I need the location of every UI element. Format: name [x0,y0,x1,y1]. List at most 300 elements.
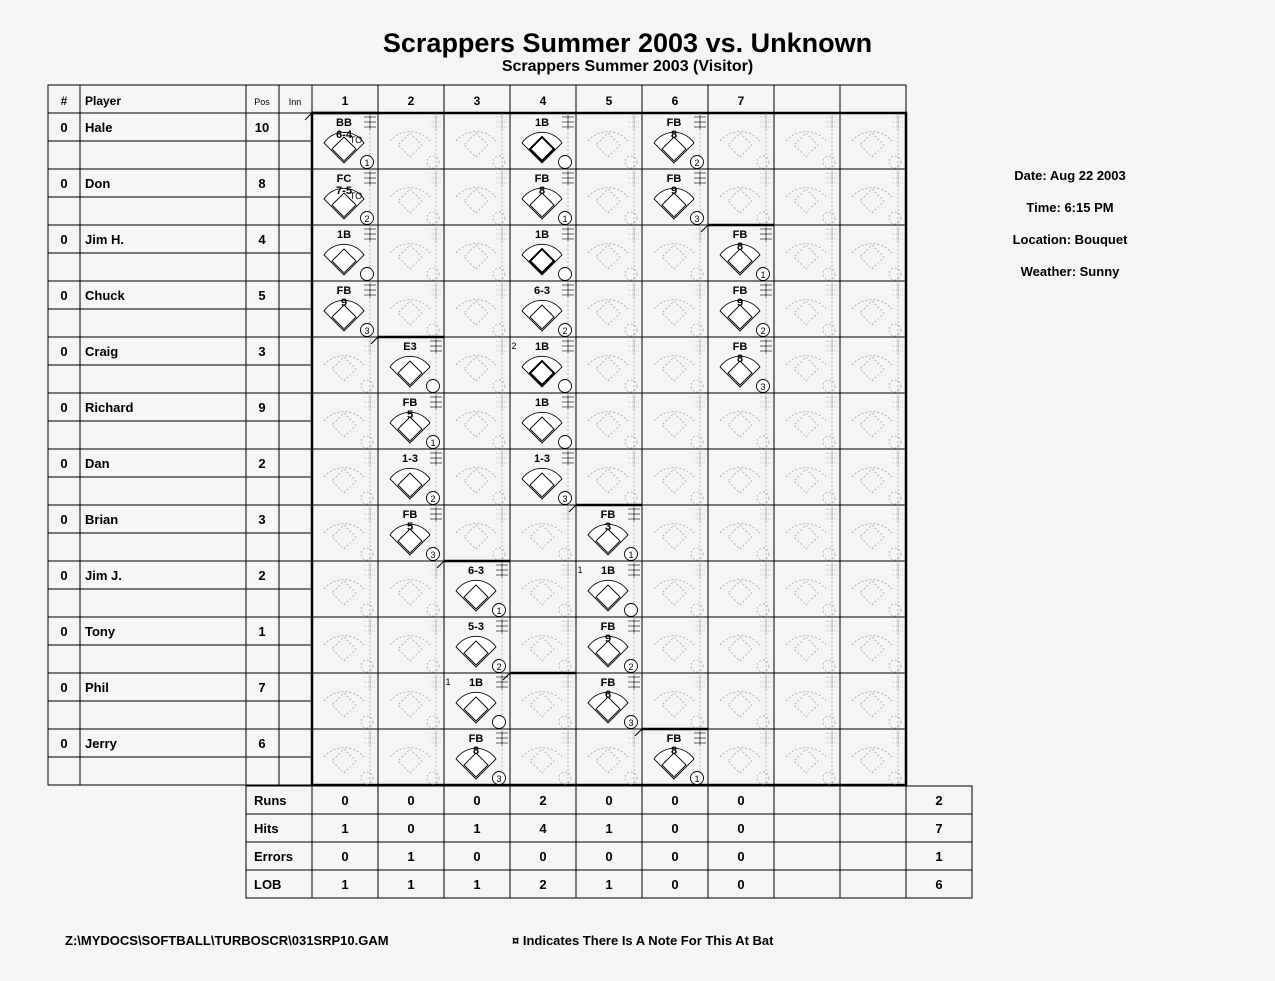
base-diamond [794,245,818,269]
out-circle [427,604,439,616]
out-circle [757,772,769,784]
base-diamond [794,749,818,773]
base-diamond [596,749,620,773]
at-bat-result: 6-3 [534,285,550,297]
out-circle [889,772,901,784]
totals-value: 4 [539,821,547,836]
base-diamond [794,301,818,325]
out-circle [427,660,439,672]
out-circle [493,436,505,448]
out-circle [757,548,769,560]
player-position: 5 [258,288,266,303]
out-circle [691,436,703,448]
base-diamond [332,581,356,605]
out-circle [493,548,505,560]
out-circle [889,156,901,168]
player-number: 0 [60,456,68,471]
out-circle [757,436,769,448]
base-diamond [464,413,488,437]
out-circle [427,380,440,393]
base-diamond [464,525,488,549]
at-bat-cell [390,617,442,673]
at-bat-cell [654,113,706,169]
out-number: 1 [562,214,568,224]
base-diamond [398,301,422,325]
base-diamond [332,749,356,773]
at-bat-cell [720,673,772,729]
totals-value: 0 [407,821,415,836]
totals-value: 0 [539,849,547,864]
totals-value: 0 [671,821,679,836]
player-position: 7 [258,680,266,695]
out-number: 3 [496,774,502,784]
player-number: 0 [60,512,68,527]
at-bat-result: E3 [403,341,417,353]
base-diamond [398,749,422,773]
at-bat-cell [522,169,574,225]
base-diamond [860,749,884,773]
at-bat-cell [654,729,706,785]
base-diamond [398,637,422,661]
at-bat-cell [522,393,574,449]
inning-start-tick [437,561,444,568]
player-name: Jim J. [85,568,122,583]
base-diamond [860,693,884,717]
at-bat-note: TO [349,191,363,201]
at-bat-cell [588,505,640,561]
out-circle [757,660,769,672]
at-bat-detail: 8 [670,745,678,757]
at-bat-cell [390,281,442,337]
at-bat-result: FB [666,117,682,129]
header-pos: Pos [254,97,270,107]
at-bat-cell [522,561,574,617]
at-bat-cell [390,729,442,785]
out-circle [625,380,637,392]
out-circle [889,492,901,504]
base-diamond [662,637,686,661]
at-bat-result: 5-3 [468,621,484,633]
at-bat-cell [588,393,640,449]
base-diamond [464,469,488,493]
at-bat-result: FB [336,285,352,297]
out-circle [427,772,439,784]
out-circle [361,604,373,616]
base-diamond [860,133,884,157]
at-bat-cell [588,449,640,505]
at-bat-result: FB [468,733,484,745]
out-circle [559,548,571,560]
out-circle [493,380,505,392]
inning-header-2: 2 [407,94,415,108]
out-circle [625,324,637,336]
base-diamond [398,693,422,717]
out-circle [691,268,703,280]
out-circle [823,604,835,616]
base-diamond [596,245,620,269]
player-name: Hale [85,120,113,135]
base-diamond [332,525,356,549]
out-circle [823,548,835,560]
totals-value: 0 [671,793,679,808]
player-number: 0 [60,344,68,359]
at-bat-cell [522,225,574,281]
out-circle [691,660,703,672]
at-bat-cell [852,281,904,337]
inning-start-tick [635,729,642,736]
player-position: 10 [254,120,270,135]
base-diamond [596,357,620,381]
inning-header-5: 5 [605,94,613,108]
at-bat-cell [654,561,706,617]
at-bat-detail: 7-5 [336,185,352,197]
out-circle [823,268,835,280]
player-name: Chuck [85,288,125,303]
at-bat-cell [588,337,640,393]
at-bat-cell [324,449,376,505]
player-name: Craig [85,344,119,359]
at-bat-cell [522,449,574,505]
base-diamond [530,693,554,717]
base-diamond [860,469,884,493]
out-circle [757,604,769,616]
at-bat-cell [390,113,442,169]
base-diamond [332,693,356,717]
base-diamond [662,413,686,437]
at-bat-cell [786,225,838,281]
game-weather: Weather: Sunny [1020,264,1120,279]
out-circle [889,436,901,448]
out-circle [823,156,835,168]
base-diamond [530,581,554,605]
at-bat-result: FB [600,509,616,521]
at-bat-result: 1B [468,677,484,689]
out-circle [493,268,505,280]
at-bat-cell [852,113,904,169]
out-circle [625,772,637,784]
out-circle [361,660,373,672]
at-bat-cell [786,113,838,169]
totals-value: 0 [473,793,481,808]
at-bat-result: FB [402,397,418,409]
base-diamond [662,525,686,549]
totals-value: 0 [671,849,679,864]
base-diamond [860,413,884,437]
inning-header-3: 3 [473,94,481,108]
at-bat-result: 1B [534,117,550,129]
base-diamond [596,301,620,325]
header-num: # [60,94,68,108]
team-subtitle: Scrappers Summer 2003 (Visitor) [501,58,754,75]
player-position: 8 [258,176,266,191]
at-bat-result: FB [732,229,748,241]
base-diamond [596,133,620,157]
player-position: 4 [258,232,266,247]
at-bat-cell [720,337,772,393]
base-diamond [860,637,884,661]
totals-value: 1 [473,821,481,836]
base-diamond [794,133,818,157]
player-name: Phil [85,680,109,695]
base-diamond [332,357,356,381]
out-circle [691,548,703,560]
at-bat-detail: 9 [604,633,612,645]
runs-tally: 1 [577,565,583,575]
base-diamond [464,357,488,381]
out-circle [889,268,901,280]
base-diamond [860,245,884,269]
at-bat-cell [720,113,772,169]
inning-start-tick [569,505,576,512]
base-diamond [596,189,620,213]
totals-label: Runs [254,793,287,808]
at-bat-cell [786,169,838,225]
totals-value: 0 [737,877,745,892]
at-bat-cell [654,225,706,281]
at-bat-detail: 6 [604,689,612,701]
base-diamond [860,189,884,213]
base-diamond [728,413,752,437]
out-circle [361,492,373,504]
out-circle [691,324,703,336]
out-circle [823,212,835,224]
out-circle [889,716,901,728]
at-bat-cell [654,169,706,225]
out-circle [823,380,835,392]
player-position: 1 [258,624,266,639]
base-diamond [794,413,818,437]
totals-value: 1 [341,821,349,836]
player-number: 0 [60,736,68,751]
base-diamond [530,749,554,773]
at-bat-cell [324,729,376,785]
base-diamond [332,637,356,661]
out-circle [823,492,835,504]
out-number: 2 [760,326,766,336]
out-number: 3 [628,718,634,728]
runs-tally: 1 [445,677,451,687]
at-bat-cell [654,505,706,561]
out-circle [757,716,769,728]
totals-label: Hits [254,821,279,836]
base-diamond [860,581,884,605]
out-circle [823,436,835,448]
out-circle [625,436,637,448]
at-bat-detail: 8 [736,241,744,253]
game-date: Date: Aug 22 2003 [1014,168,1126,183]
out-circle [823,660,835,672]
out-circle [889,324,901,336]
out-circle [361,268,374,281]
out-circle [691,492,703,504]
totals-value: 0 [473,849,481,864]
at-bat-cell [456,281,508,337]
totals-value: 0 [671,877,679,892]
inning-header-6: 6 [671,94,679,108]
player-position: 9 [258,400,266,415]
out-circle [361,436,373,448]
at-bat-result: 1-3 [534,453,550,465]
base-diamond [662,301,686,325]
at-bat-cell [852,225,904,281]
player-name: Jerry [85,736,117,751]
at-bat-cell [456,561,508,617]
at-bat-cell [720,169,772,225]
base-diamond [794,525,818,549]
out-circle [493,156,505,168]
at-bat-cell [852,169,904,225]
at-bat-cell [720,505,772,561]
at-bat-detail: 8 [670,129,678,141]
base-diamond [530,525,554,549]
at-bat-cell [456,449,508,505]
player-position: 2 [258,456,266,471]
totals-value: 0 [407,793,415,808]
base-diamond [860,357,884,381]
totals-value: 0 [605,849,613,864]
out-circle [559,380,572,393]
at-bat-cell [852,449,904,505]
totals-value: 0 [737,821,745,836]
at-bat-result: 6-3 [468,565,484,577]
at-bat-cell [588,169,640,225]
at-bat-cell [456,393,508,449]
at-bat-cell [522,505,574,561]
base-diamond [596,469,620,493]
base-diamond [728,581,752,605]
base-diamond [464,301,488,325]
totals-value: 1 [605,877,613,892]
at-bat-cell [588,729,640,785]
at-bat-result: 1-3 [402,453,418,465]
player-number: 0 [60,120,68,135]
out-circle [757,212,769,224]
out-circle [427,212,439,224]
player-position: 3 [258,344,266,359]
at-bat-cell [456,113,508,169]
at-bat-result: BB [336,117,352,129]
at-bat-cell [324,673,376,729]
at-bat-cell [390,673,442,729]
at-bat-cell [588,617,640,673]
out-circle [823,772,835,784]
base-diamond [398,133,422,157]
at-bat-result: 1B [600,565,616,577]
out-circle [427,324,439,336]
at-bat-cell [720,225,772,281]
player-name: Richard [85,400,134,415]
at-bat-cell [786,729,838,785]
at-bat-cell [852,393,904,449]
out-circle [493,492,505,504]
out-circle [823,324,835,336]
inning-header-1: 1 [341,94,349,108]
at-bat-cell [324,505,376,561]
player-position: 3 [258,512,266,527]
totals-value: 2 [539,877,547,892]
at-bat-cell [456,225,508,281]
at-bat-cell [654,673,706,729]
at-bat-result: FB [402,509,418,521]
at-bat-cell [324,113,376,169]
out-number: 2 [496,662,502,672]
at-bat-cell [456,169,508,225]
at-bat-cell [654,281,706,337]
out-number: 2 [628,662,634,672]
totals-value: 1 [341,877,349,892]
at-bat-cell [390,561,442,617]
out-circle [427,716,439,728]
at-bat-cell [720,617,772,673]
out-circle [361,716,373,728]
out-number: 3 [430,550,436,560]
totals-label: Errors [254,849,294,864]
at-bat-result: FB [600,621,616,633]
at-bat-cell [720,729,772,785]
out-circle [757,492,769,504]
at-bat-cell [786,617,838,673]
totals-value: 1 [935,849,943,864]
out-number: 2 [562,326,568,336]
out-number: 2 [694,158,700,168]
at-bat-cell [522,729,574,785]
out-circle [889,548,901,560]
base-diamond [398,581,422,605]
out-circle [889,212,901,224]
at-bat-note: TO [349,135,363,145]
totals-value: 0 [341,793,349,808]
base-diamond [662,469,686,493]
file-path: Z:\MYDOCS\SOFTBALL\TURBOSCR\031SRP10.GAM [65,933,389,948]
out-circle [757,156,769,168]
at-bat-cell [720,561,772,617]
out-circle [625,268,637,280]
at-bat-cell [720,449,772,505]
totals-value: 0 [341,849,349,864]
out-number: 1 [760,270,766,280]
out-circle [559,716,571,728]
player-position: 6 [258,736,266,751]
at-bat-cell [390,449,442,505]
at-bat-cell [588,225,640,281]
player-number: 0 [60,232,68,247]
at-bat-cell [654,617,706,673]
out-circle [427,268,439,280]
base-diamond [728,749,752,773]
header-player: Player [85,94,122,108]
at-bat-cell [324,561,376,617]
inning-start-tick [371,337,378,344]
base-diamond [332,469,356,493]
at-bat-cell [654,393,706,449]
out-circle [625,604,638,617]
at-bat-cell [324,393,376,449]
at-bat-result: 1B [336,229,352,241]
out-circle [691,604,703,616]
totals-value: 1 [407,849,415,864]
inning-start-tick [701,225,708,232]
out-circle [559,604,571,616]
base-diamond [794,637,818,661]
out-number: 3 [562,494,568,504]
base-diamond [728,525,752,549]
runs-tally: 2 [511,341,517,351]
out-number: 1 [430,438,436,448]
at-bat-cell [588,281,640,337]
totals-value: 1 [473,877,481,892]
player-position: 2 [258,568,266,583]
player-number: 0 [60,176,68,191]
